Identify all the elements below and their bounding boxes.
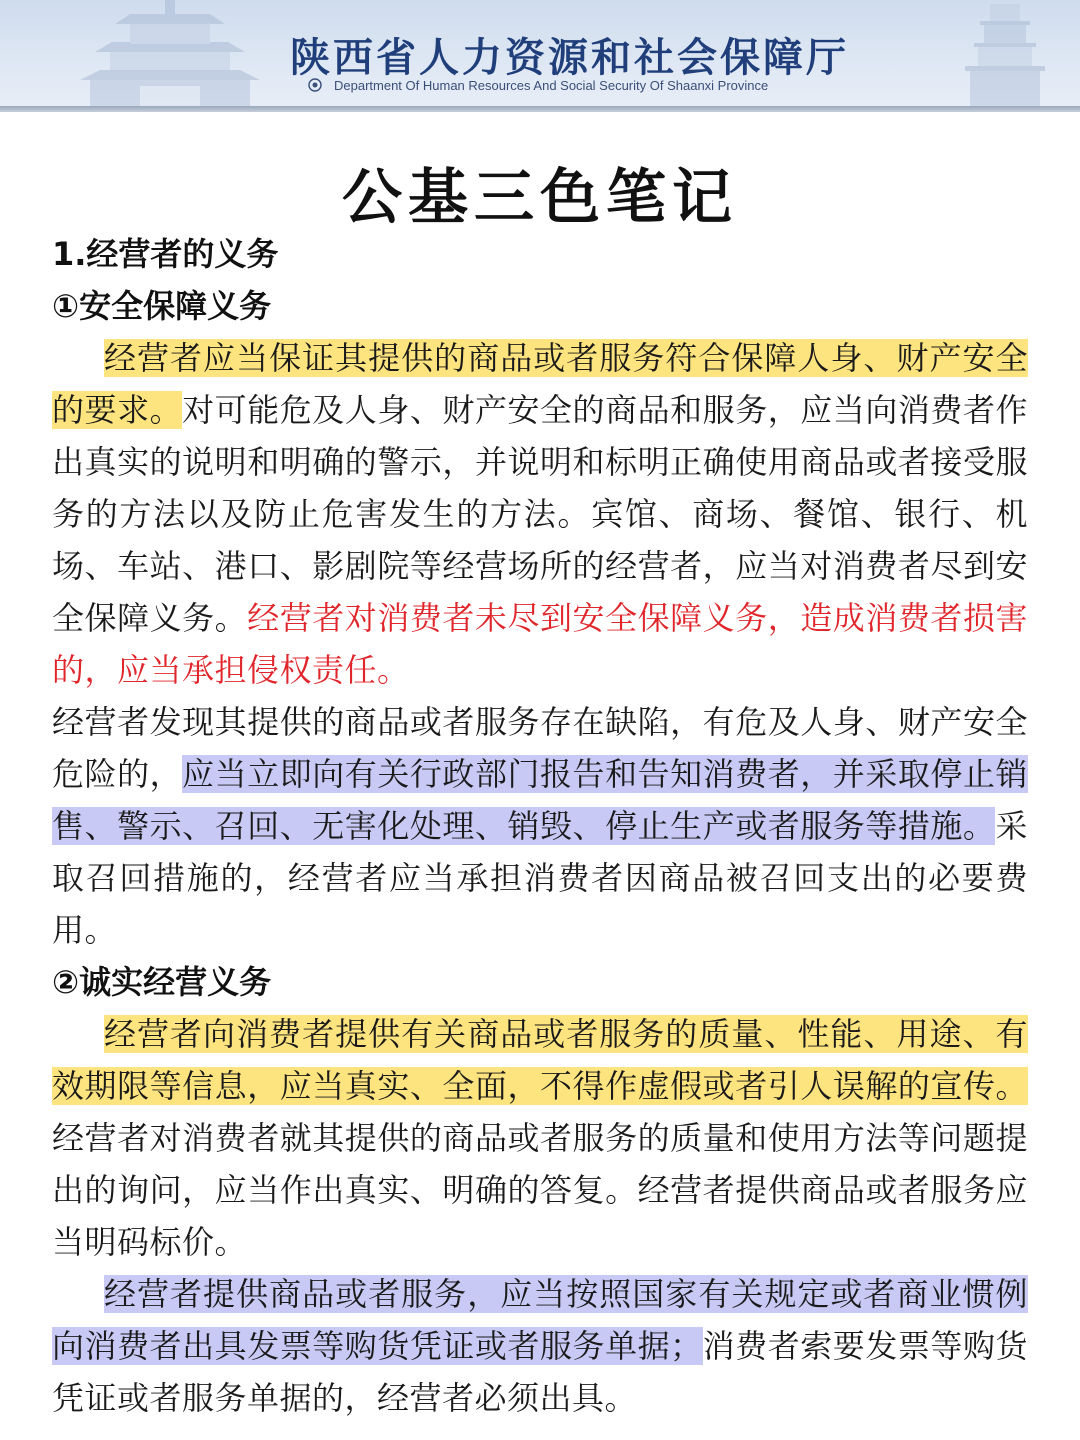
pagoda-illustration — [950, 0, 1060, 110]
body-text: 采取召回措施的，经营者应当承担消费者因商品被召回支出的必要费用。 — [52, 807, 1028, 949]
paragraph — [52, 1008, 1028, 1268]
paragraph — [52, 1268, 1028, 1424]
highlight-yellow: 经营者向消费者提供有关商品或者服务的质量、性能、用途、有效期限等信息，应当真实、全面，不得作虚假或者引人误解的宣传。 — [52, 1015, 1028, 1105]
red-text: 经营者对消费者未尽到安全保障义务，造成消费者损害的，应当承担侵权责任。 — [52, 599, 1028, 689]
section-heading: 1.经营者的义务 — [52, 235, 279, 273]
org-name: 陕西省人力资源和社会保障厅 — [290, 35, 849, 81]
header-banner — [0, 0, 1080, 112]
body-text: 经营者对消费者就其提供的商品或者服务的质量和使用方法等问题提出的询问，应当作出真实、明确的答复。经营者提供商品或者服务应当明码标价。 — [52, 1119, 1028, 1261]
subsection-heading: ①安全保障义务 — [52, 287, 272, 325]
body-text: 消费者索要发票等购货凭证或者服务单据的，经营者必须出具。 — [52, 1327, 1028, 1417]
body-text: 经营者发现其提供的商品或者服务存在缺陷，有危及人身、财产安全危险的， — [52, 703, 1028, 793]
bell-tower-illustration — [70, 0, 270, 110]
subsection-heading: ②诚实经营义务 — [52, 963, 272, 1001]
highlight-yellow: 经营者应当保证其提供的商品或者服务符合保障人身、财产安全的要求。 — [52, 339, 1028, 429]
header-divider — [0, 106, 1080, 112]
highlight-blue: 应当立即向有关行政部门报告和告知消费者，并采取停止销售、警示、召回、无害化处理、销毁、停止生产或者服务等措施。 — [52, 755, 1028, 845]
highlight-blue: 经营者提供商品或者服务，应当按照国家有关规定或者商业惯例向消费者出具发票等购货凭证或者服务单据； — [52, 1275, 1028, 1365]
paragraph — [52, 696, 1028, 956]
body-text: 对可能危及人身、财产安全的商品和服务，应当向消费者作出真实的说明和明确的警示，并说明和标明正确使用商品或者接受服务的方法以及防止危害发生的方法。宾馆、商场、餐馆、银行、机场、车站、港口、影剧院等经营场所的经营者，应当对消费者尽到安全保障义务。 — [52, 391, 1028, 637]
org-name-english: Department Of Human Resources And Social Security Of Shaanxi Province — [334, 78, 769, 93]
page-title: 公基三色笔记 — [342, 163, 738, 233]
paragraph — [52, 332, 1028, 696]
emblem-icon — [308, 78, 322, 92]
notes-body — [52, 228, 1028, 1424]
